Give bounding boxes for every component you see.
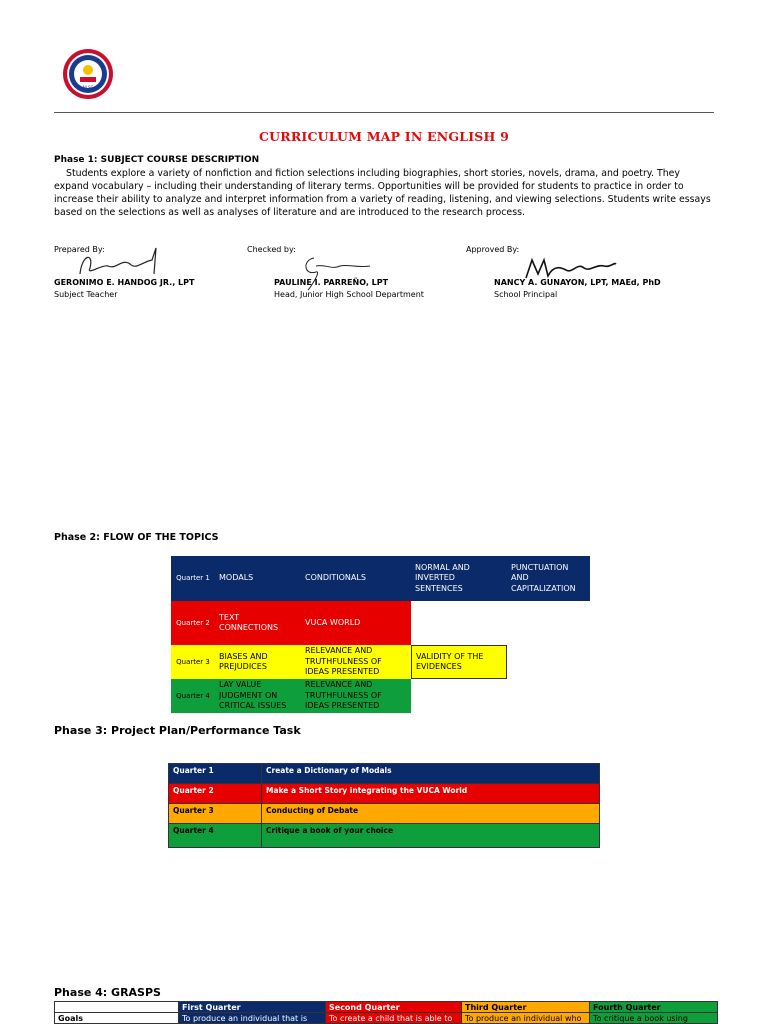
topic-cell: LAY VALUE JUDGMENT ON CRITICAL ISSUES	[215, 679, 301, 713]
checker-name: PAULINE I. PARREÑO, LPT	[274, 278, 389, 287]
grasps-header-q4: Fourth Quarter	[589, 1001, 718, 1013]
plan-quarter: Quarter 3	[168, 803, 262, 824]
checked-by-label: Checked by:	[247, 245, 296, 254]
grasps-goal-q1: To produce an individual that is	[178, 1012, 326, 1024]
seal-text: NLSC	[82, 85, 94, 90]
grasps-header-q3: Third Quarter	[461, 1001, 590, 1013]
grasps-goal-q4: To critique a book using	[589, 1012, 718, 1024]
phase2-heading: Phase 2: FLOW OF THE TOPICS	[54, 532, 219, 543]
topic-cell: CONDITIONALS	[301, 556, 411, 601]
description-line-text: Students explore a variety of nonfiction and fiction selections including biographies, short stories, novels, drama, and poetry. They	[66, 168, 680, 179]
plan-quarter: Quarter 4	[168, 823, 262, 848]
topic-cell: VUCA WORLD	[301, 601, 411, 645]
quarter-label: Quarter 2	[171, 601, 215, 645]
topic-cell: VALIDITY OF THE EVIDENCES	[411, 645, 507, 679]
phase3-heading: Phase 3: Project Plan/Performance Task	[54, 724, 301, 737]
approved-by-label: Approved By:	[466, 245, 520, 254]
signature-handog	[72, 244, 162, 280]
plan-task: Make a Short Story integrating the VUCA World	[261, 783, 600, 804]
topic-cell: NORMAL AND INVERTED SENTENCES	[411, 556, 507, 601]
quarter-label: Quarter 3	[171, 645, 215, 679]
quarter-label: Quarter 1	[171, 556, 215, 601]
approver-role: School Principal	[494, 290, 558, 299]
topic-cell: BIASES AND PREJUDICES	[215, 645, 301, 679]
description-line: expand vocabulary – including their understanding of literary terms. Opportunities will be provided for students to practice in order to	[54, 181, 684, 192]
plan-task: Create a Dictionary of Modals	[261, 763, 600, 784]
preparer-name: GERONIMO E. HANDOG JR., LPT	[54, 278, 195, 287]
header-divider	[54, 112, 714, 113]
school-seal-logo	[62, 48, 114, 100]
plan-task: Critique a book of your choice	[261, 823, 600, 848]
grasps-goal-q2: To create a child that is able to	[325, 1012, 462, 1024]
course-description	[54, 167, 718, 219]
prepared-by-label: Prepared By:	[54, 245, 105, 254]
grasps-header-q2: Second Quarter	[325, 1001, 462, 1013]
approver-name: NANCY A. GUNAYON, LPT, MAEd, PhD	[494, 278, 661, 287]
topic-cell: RELEVANCE AND TRUTHFULNESS OF IDEAS PRESENTED	[301, 679, 411, 713]
plan-task: Conducting of Debate	[261, 803, 600, 824]
preparer-role: Subject Teacher	[54, 290, 118, 299]
topic-cell: PUNCTUATION AND CAPITALIZATION	[507, 556, 590, 601]
topic-cell: MODALS	[215, 556, 301, 601]
plan-quarter: Quarter 2	[168, 783, 262, 804]
description-line	[54, 167, 718, 180]
plan-quarter: Quarter 1	[168, 763, 262, 784]
phase4-heading: Phase 4: GRASPS	[54, 986, 161, 999]
checker-role: Head, Junior High School Department	[274, 290, 424, 299]
topic-cell: TEXT CONNECTIONS	[215, 601, 301, 645]
quarter-label: Quarter 4	[171, 679, 215, 713]
document-title: CURRICULUM MAP IN ENGLISH 9	[259, 129, 509, 144]
description-line: increase their ability to analyze and interpret information from a variety of reading, listening, and viewing selections. Students write essays	[54, 194, 711, 205]
description-line: based on the selections as well as analyses of literature and are introduced to the research process.	[54, 207, 525, 218]
grasps-goal-q3: To produce an individual who	[461, 1012, 590, 1024]
grasps-header-q1: First Quarter	[178, 1001, 326, 1013]
phase1-heading: Phase 1: SUBJECT COURSE DESCRIPTION	[54, 155, 260, 165]
topic-cell: RELEVANCE AND TRUTHFULNESS OF IDEAS PRESENTED	[301, 645, 411, 679]
grasps-row-label: Goals	[54, 1012, 179, 1024]
